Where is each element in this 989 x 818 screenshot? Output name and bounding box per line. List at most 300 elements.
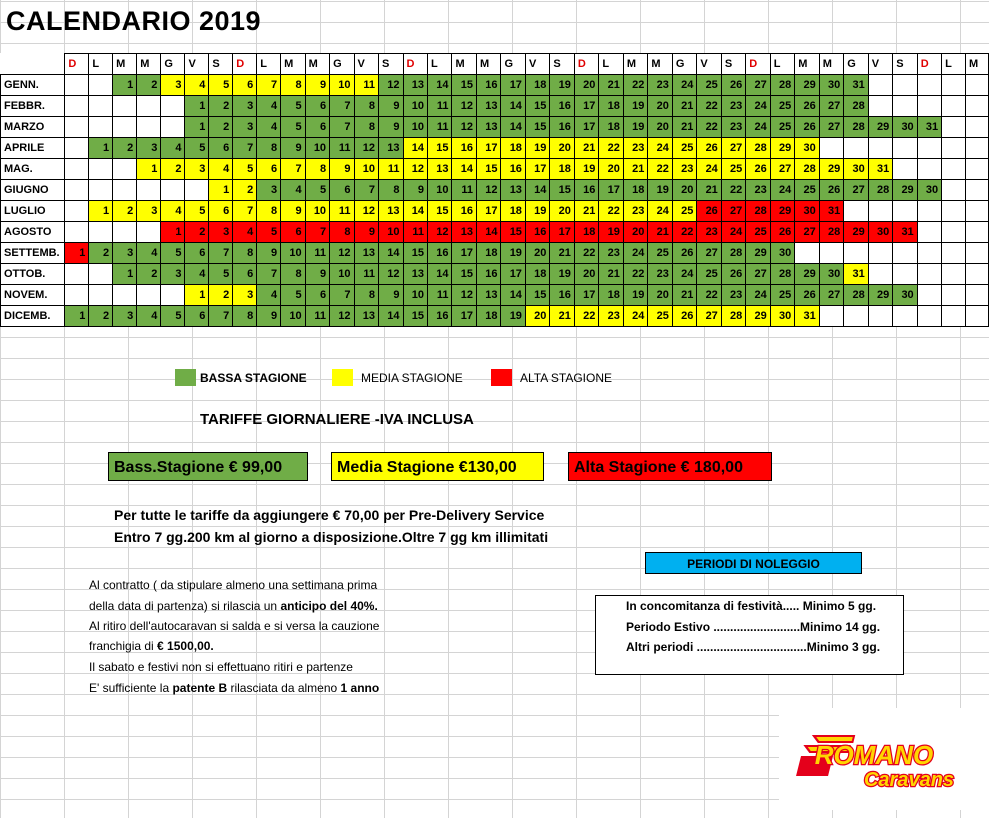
day-cell: 22 <box>721 180 745 201</box>
legend-swatch-high <box>491 369 512 386</box>
day-cell: 21 <box>697 180 721 201</box>
day-cell: 31 <box>844 264 868 285</box>
empty-cell <box>917 264 941 285</box>
calendar-table <box>0 53 989 327</box>
empty-cell <box>113 117 137 138</box>
day-cell: 19 <box>525 138 549 159</box>
day-cell: 30 <box>844 159 868 180</box>
note-pre-delivery: Per tutte le tariffe da aggiungere € 70,00 per Pre-Delivery Service <box>114 507 545 523</box>
month-name: SETTEMB. <box>1 243 65 264</box>
day-cell: 30 <box>868 222 892 243</box>
legend-label-mid: MEDIA STAGIONE <box>361 371 463 385</box>
day-cell: 15 <box>550 180 574 201</box>
day-cell: 27 <box>770 159 794 180</box>
day-cell: 30 <box>795 138 819 159</box>
day-cell: 4 <box>257 96 281 117</box>
day-cell: 29 <box>868 285 892 306</box>
day-cell: 4 <box>185 264 209 285</box>
empty-cell <box>89 117 113 138</box>
day-cell: 1 <box>185 96 209 117</box>
day-cell: 29 <box>893 180 917 201</box>
day-cell: 26 <box>746 159 770 180</box>
empty-cell <box>89 96 113 117</box>
day-cell: 16 <box>550 285 574 306</box>
day-cell: 14 <box>501 117 525 138</box>
empty-cell <box>844 201 868 222</box>
day-cell: 14 <box>403 138 427 159</box>
weekday-header-row <box>1 54 989 75</box>
condition-pickup: Al ritiro dell'autocaravan si salda e si versa la cauzione <box>89 619 380 633</box>
day-cell: 7 <box>354 180 378 201</box>
empty-cell <box>137 285 161 306</box>
empty-cell <box>893 96 917 117</box>
day-cell: 9 <box>281 138 305 159</box>
empty-cell <box>966 138 989 159</box>
day-cell: 15 <box>403 306 427 327</box>
weekday-header: L <box>89 54 113 75</box>
month-row <box>1 159 989 180</box>
weekday-header: G <box>672 54 696 75</box>
day-cell: 23 <box>721 117 745 138</box>
day-cell: 16 <box>476 75 500 96</box>
empty-cell <box>137 96 161 117</box>
day-cell: 19 <box>599 222 623 243</box>
price-mid: Media Stagione €130,00 <box>331 452 544 481</box>
empty-cell <box>942 138 966 159</box>
day-cell: 19 <box>550 264 574 285</box>
empty-cell <box>113 222 137 243</box>
day-cell: 16 <box>550 96 574 117</box>
day-cell: 18 <box>574 222 598 243</box>
empty-cell <box>819 243 843 264</box>
weekday-header: D <box>917 54 941 75</box>
day-cell: 9 <box>330 159 354 180</box>
day-cell: 10 <box>330 264 354 285</box>
day-cell: 29 <box>844 222 868 243</box>
day-cell: 10 <box>403 285 427 306</box>
day-cell: 25 <box>770 117 794 138</box>
day-cell: 12 <box>452 285 476 306</box>
day-cell: 15 <box>501 222 525 243</box>
weekday-header: M <box>623 54 647 75</box>
day-cell: 10 <box>305 138 329 159</box>
day-cell: 16 <box>428 306 452 327</box>
empty-cell <box>65 96 89 117</box>
day-cell: 11 <box>428 117 452 138</box>
day-cell: 17 <box>599 180 623 201</box>
day-cell: 2 <box>209 117 233 138</box>
empty-cell <box>942 264 966 285</box>
day-cell: 7 <box>330 285 354 306</box>
day-cell: 26 <box>672 243 696 264</box>
day-cell: 5 <box>161 243 185 264</box>
day-cell: 8 <box>379 180 403 201</box>
day-cell: 17 <box>452 243 476 264</box>
day-cell: 12 <box>379 75 403 96</box>
empty-cell <box>917 96 941 117</box>
day-cell: 23 <box>623 138 647 159</box>
day-cell: 4 <box>161 201 185 222</box>
logo-graphic <box>779 708 989 810</box>
day-cell: 18 <box>623 180 647 201</box>
month-row <box>1 180 989 201</box>
weekday-header: L <box>942 54 966 75</box>
day-cell: 4 <box>257 285 281 306</box>
month-name: FEBBR. <box>1 96 65 117</box>
day-cell: 27 <box>746 75 770 96</box>
empty-cell <box>966 159 989 180</box>
empty-cell <box>868 138 892 159</box>
price-high: Alta Stagione € 180,00 <box>568 452 772 481</box>
day-cell: 23 <box>648 264 672 285</box>
day-cell: 30 <box>770 243 794 264</box>
day-cell: 24 <box>746 285 770 306</box>
day-cell: 9 <box>257 306 281 327</box>
day-cell: 8 <box>233 243 257 264</box>
condition-license-years: 1 anno <box>340 681 380 695</box>
empty-cell <box>942 75 966 96</box>
day-cell: 12 <box>476 180 500 201</box>
day-cell: 2 <box>209 96 233 117</box>
empty-cell <box>89 264 113 285</box>
day-cell: 24 <box>746 96 770 117</box>
day-cell: 22 <box>648 159 672 180</box>
day-cell: 7 <box>257 264 281 285</box>
day-cell: 12 <box>354 138 378 159</box>
day-cell: 25 <box>648 306 672 327</box>
empty-cell <box>893 264 917 285</box>
day-cell: 14 <box>379 306 403 327</box>
day-cell: 11 <box>452 180 476 201</box>
day-cell: 3 <box>113 243 137 264</box>
day-cell: 3 <box>161 75 185 96</box>
day-cell: 22 <box>574 306 598 327</box>
day-cell: 1 <box>185 285 209 306</box>
month-name: GIUGNO <box>1 180 65 201</box>
empty-cell <box>113 159 137 180</box>
day-cell: 30 <box>795 201 819 222</box>
day-cell: 12 <box>428 222 452 243</box>
day-cell: 2 <box>185 222 209 243</box>
weekday-header: M <box>476 54 500 75</box>
day-cell: 11 <box>354 264 378 285</box>
day-cell: 20 <box>574 264 598 285</box>
legend-swatch-low <box>175 369 196 386</box>
empty-cell <box>893 138 917 159</box>
weekday-header: M <box>452 54 476 75</box>
day-cell: 20 <box>623 222 647 243</box>
empty-cell <box>89 180 113 201</box>
day-cell: 15 <box>403 243 427 264</box>
day-cell: 25 <box>746 222 770 243</box>
day-cell: 28 <box>844 117 868 138</box>
weekday-header: M <box>113 54 137 75</box>
day-cell: 4 <box>161 138 185 159</box>
day-cell: 3 <box>113 306 137 327</box>
day-cell: 26 <box>697 201 721 222</box>
empty-cell <box>161 285 185 306</box>
empty-cell <box>137 117 161 138</box>
day-cell: 17 <box>574 117 598 138</box>
day-cell: 3 <box>209 222 233 243</box>
weekday-header: V <box>868 54 892 75</box>
day-cell: 23 <box>697 222 721 243</box>
weekday-header: M <box>966 54 989 75</box>
empty-cell <box>917 75 941 96</box>
weekday-header: M <box>281 54 305 75</box>
day-cell: 9 <box>305 264 329 285</box>
day-cell: 10 <box>330 75 354 96</box>
day-cell: 17 <box>574 96 598 117</box>
day-cell: 18 <box>599 96 623 117</box>
day-cell: 19 <box>550 75 574 96</box>
page-title: CALENDARIO 2019 <box>6 6 262 36</box>
empty-cell <box>917 222 941 243</box>
period-other: Altri periodi .................................Minimo 3 gg. <box>626 640 881 654</box>
day-cell: 31 <box>795 306 819 327</box>
empty-cell <box>942 222 966 243</box>
day-cell: 1 <box>185 117 209 138</box>
day-cell: 26 <box>721 264 745 285</box>
month-row <box>1 306 989 327</box>
empty-cell <box>844 306 868 327</box>
day-cell: 7 <box>233 138 257 159</box>
empty-cell <box>893 201 917 222</box>
day-cell: 8 <box>354 285 378 306</box>
condition-franchigia <box>89 639 214 653</box>
weekday-header: G <box>501 54 525 75</box>
condition-franchigia-amount: € 1500,00. <box>157 639 214 653</box>
day-cell: 28 <box>721 243 745 264</box>
weekday-header: M <box>795 54 819 75</box>
empty-cell <box>65 222 89 243</box>
day-cell: 29 <box>746 306 770 327</box>
day-cell: 25 <box>672 138 696 159</box>
weekday-header: G <box>161 54 185 75</box>
empty-cell <box>113 96 137 117</box>
day-cell: 25 <box>770 285 794 306</box>
empty-cell <box>893 306 917 327</box>
day-cell: 26 <box>819 180 843 201</box>
month-name: GENN. <box>1 75 65 96</box>
day-cell: 12 <box>330 306 354 327</box>
day-cell: 2 <box>233 180 257 201</box>
day-cell: 8 <box>257 138 281 159</box>
day-cell: 27 <box>819 96 843 117</box>
weekday-header: G <box>844 54 868 75</box>
day-cell: 10 <box>403 117 427 138</box>
day-cell: 18 <box>501 201 525 222</box>
day-cell: 16 <box>550 117 574 138</box>
empty-cell <box>844 243 868 264</box>
day-cell: 14 <box>379 243 403 264</box>
empty-cell <box>89 159 113 180</box>
day-cell: 22 <box>599 201 623 222</box>
day-cell: 20 <box>525 306 549 327</box>
day-cell: 8 <box>354 117 378 138</box>
day-cell: 26 <box>672 306 696 327</box>
day-cell: 30 <box>893 285 917 306</box>
empty-cell <box>161 96 185 117</box>
empty-cell <box>942 201 966 222</box>
month-name: LUGLIO <box>1 201 65 222</box>
day-cell: 28 <box>770 75 794 96</box>
day-cell: 24 <box>623 306 647 327</box>
day-cell: 6 <box>209 138 233 159</box>
empty-cell <box>868 201 892 222</box>
day-cell: 16 <box>501 159 525 180</box>
day-cell: 12 <box>452 117 476 138</box>
day-cell: 21 <box>599 264 623 285</box>
day-cell: 7 <box>233 201 257 222</box>
weekday-header: L <box>599 54 623 75</box>
day-cell: 10 <box>379 222 403 243</box>
day-cell: 11 <box>354 75 378 96</box>
day-cell: 9 <box>305 75 329 96</box>
day-cell: 6 <box>209 201 233 222</box>
empty-cell <box>89 75 113 96</box>
day-cell: 29 <box>795 75 819 96</box>
weekday-header: M <box>648 54 672 75</box>
day-cell: 19 <box>623 117 647 138</box>
romano-caravans-logo <box>779 708 989 810</box>
day-cell: 27 <box>721 138 745 159</box>
day-cell: 23 <box>623 201 647 222</box>
day-cell: 11 <box>428 285 452 306</box>
day-cell: 21 <box>623 159 647 180</box>
logo-text-caravans: Caravans <box>863 769 955 791</box>
empty-cell <box>65 117 89 138</box>
day-cell: 17 <box>574 285 598 306</box>
day-cell: 16 <box>452 138 476 159</box>
day-cell: 18 <box>476 306 500 327</box>
weekday-header: S <box>209 54 233 75</box>
day-cell: 17 <box>476 138 500 159</box>
day-cell: 15 <box>525 117 549 138</box>
day-cell: 25 <box>648 243 672 264</box>
day-cell: 17 <box>452 306 476 327</box>
rental-periods-box <box>595 595 904 675</box>
day-cell: 28 <box>795 159 819 180</box>
day-cell: 20 <box>525 243 549 264</box>
day-cell: 4 <box>185 75 209 96</box>
day-cell: 24 <box>623 243 647 264</box>
day-cell: 4 <box>137 306 161 327</box>
weekday-header: D <box>233 54 257 75</box>
empty-cell <box>868 75 892 96</box>
day-cell: 22 <box>697 285 721 306</box>
weekday-header: S <box>550 54 574 75</box>
day-cell: 6 <box>233 264 257 285</box>
day-cell: 28 <box>844 96 868 117</box>
day-cell: 6 <box>233 75 257 96</box>
day-cell: 6 <box>185 243 209 264</box>
day-cell: 14 <box>428 264 452 285</box>
empty-cell <box>942 306 966 327</box>
day-cell: 6 <box>305 117 329 138</box>
condition-deposit <box>89 599 378 613</box>
day-cell: 21 <box>672 117 696 138</box>
day-cell: 22 <box>574 243 598 264</box>
day-cell: 28 <box>819 222 843 243</box>
day-cell: 13 <box>476 285 500 306</box>
day-cell: 24 <box>770 180 794 201</box>
day-cell: 11 <box>428 96 452 117</box>
day-cell: 21 <box>574 201 598 222</box>
condition-license-text-2: rilasciata da almeno <box>227 681 341 695</box>
condition-holidays: Il sabato e festivi non si effettuano ritiri e partenze <box>89 660 353 674</box>
header-corner <box>1 54 65 75</box>
month-row <box>1 264 989 285</box>
day-cell: 10 <box>428 180 452 201</box>
day-cell: 30 <box>770 306 794 327</box>
day-cell: 16 <box>525 222 549 243</box>
day-cell: 27 <box>697 306 721 327</box>
day-cell: 5 <box>161 306 185 327</box>
empty-cell <box>966 285 989 306</box>
day-cell: 9 <box>354 222 378 243</box>
day-cell: 24 <box>721 222 745 243</box>
legend-label-low: BASSA STAGIONE <box>200 371 307 385</box>
day-cell: 6 <box>257 159 281 180</box>
day-cell: 24 <box>648 138 672 159</box>
day-cell: 26 <box>795 117 819 138</box>
empty-cell <box>65 75 89 96</box>
period-holidays: In concomitanza di festività..... Minimo 5 gg. <box>626 599 877 613</box>
day-cell: 20 <box>648 96 672 117</box>
day-cell: 21 <box>550 306 574 327</box>
day-cell: 17 <box>476 201 500 222</box>
day-cell: 23 <box>599 243 623 264</box>
day-cell: 23 <box>721 96 745 117</box>
month-name: AGOSTO <box>1 222 65 243</box>
day-cell: 1 <box>65 243 89 264</box>
day-cell: 11 <box>403 222 427 243</box>
condition-franchigia-text: franchigia di <box>89 639 158 653</box>
day-cell: 5 <box>281 285 305 306</box>
day-cell: 5 <box>281 96 305 117</box>
empty-cell <box>795 243 819 264</box>
day-cell: 28 <box>868 180 892 201</box>
day-cell: 9 <box>281 201 305 222</box>
empty-cell <box>65 285 89 306</box>
day-cell: 9 <box>379 117 403 138</box>
empty-cell <box>942 159 966 180</box>
empty-cell <box>65 138 89 159</box>
day-cell: 19 <box>623 96 647 117</box>
empty-cell <box>89 285 113 306</box>
day-cell: 13 <box>452 222 476 243</box>
day-cell: 24 <box>697 159 721 180</box>
day-cell: 26 <box>697 138 721 159</box>
day-cell: 12 <box>379 264 403 285</box>
day-cell: 5 <box>209 75 233 96</box>
condition-contract: Al contratto ( da stipulare almeno una settimana prima <box>89 578 378 592</box>
day-cell: 7 <box>330 96 354 117</box>
empty-cell <box>893 75 917 96</box>
day-cell: 7 <box>281 159 305 180</box>
weekday-header: D <box>65 54 89 75</box>
day-cell: 25 <box>770 96 794 117</box>
weekday-header: M <box>819 54 843 75</box>
empty-cell <box>966 222 989 243</box>
day-cell: 1 <box>113 75 137 96</box>
day-cell: 7 <box>330 117 354 138</box>
day-cell: 6 <box>305 96 329 117</box>
day-cell: 3 <box>233 96 257 117</box>
weekday-header: L <box>770 54 794 75</box>
day-cell: 13 <box>476 96 500 117</box>
